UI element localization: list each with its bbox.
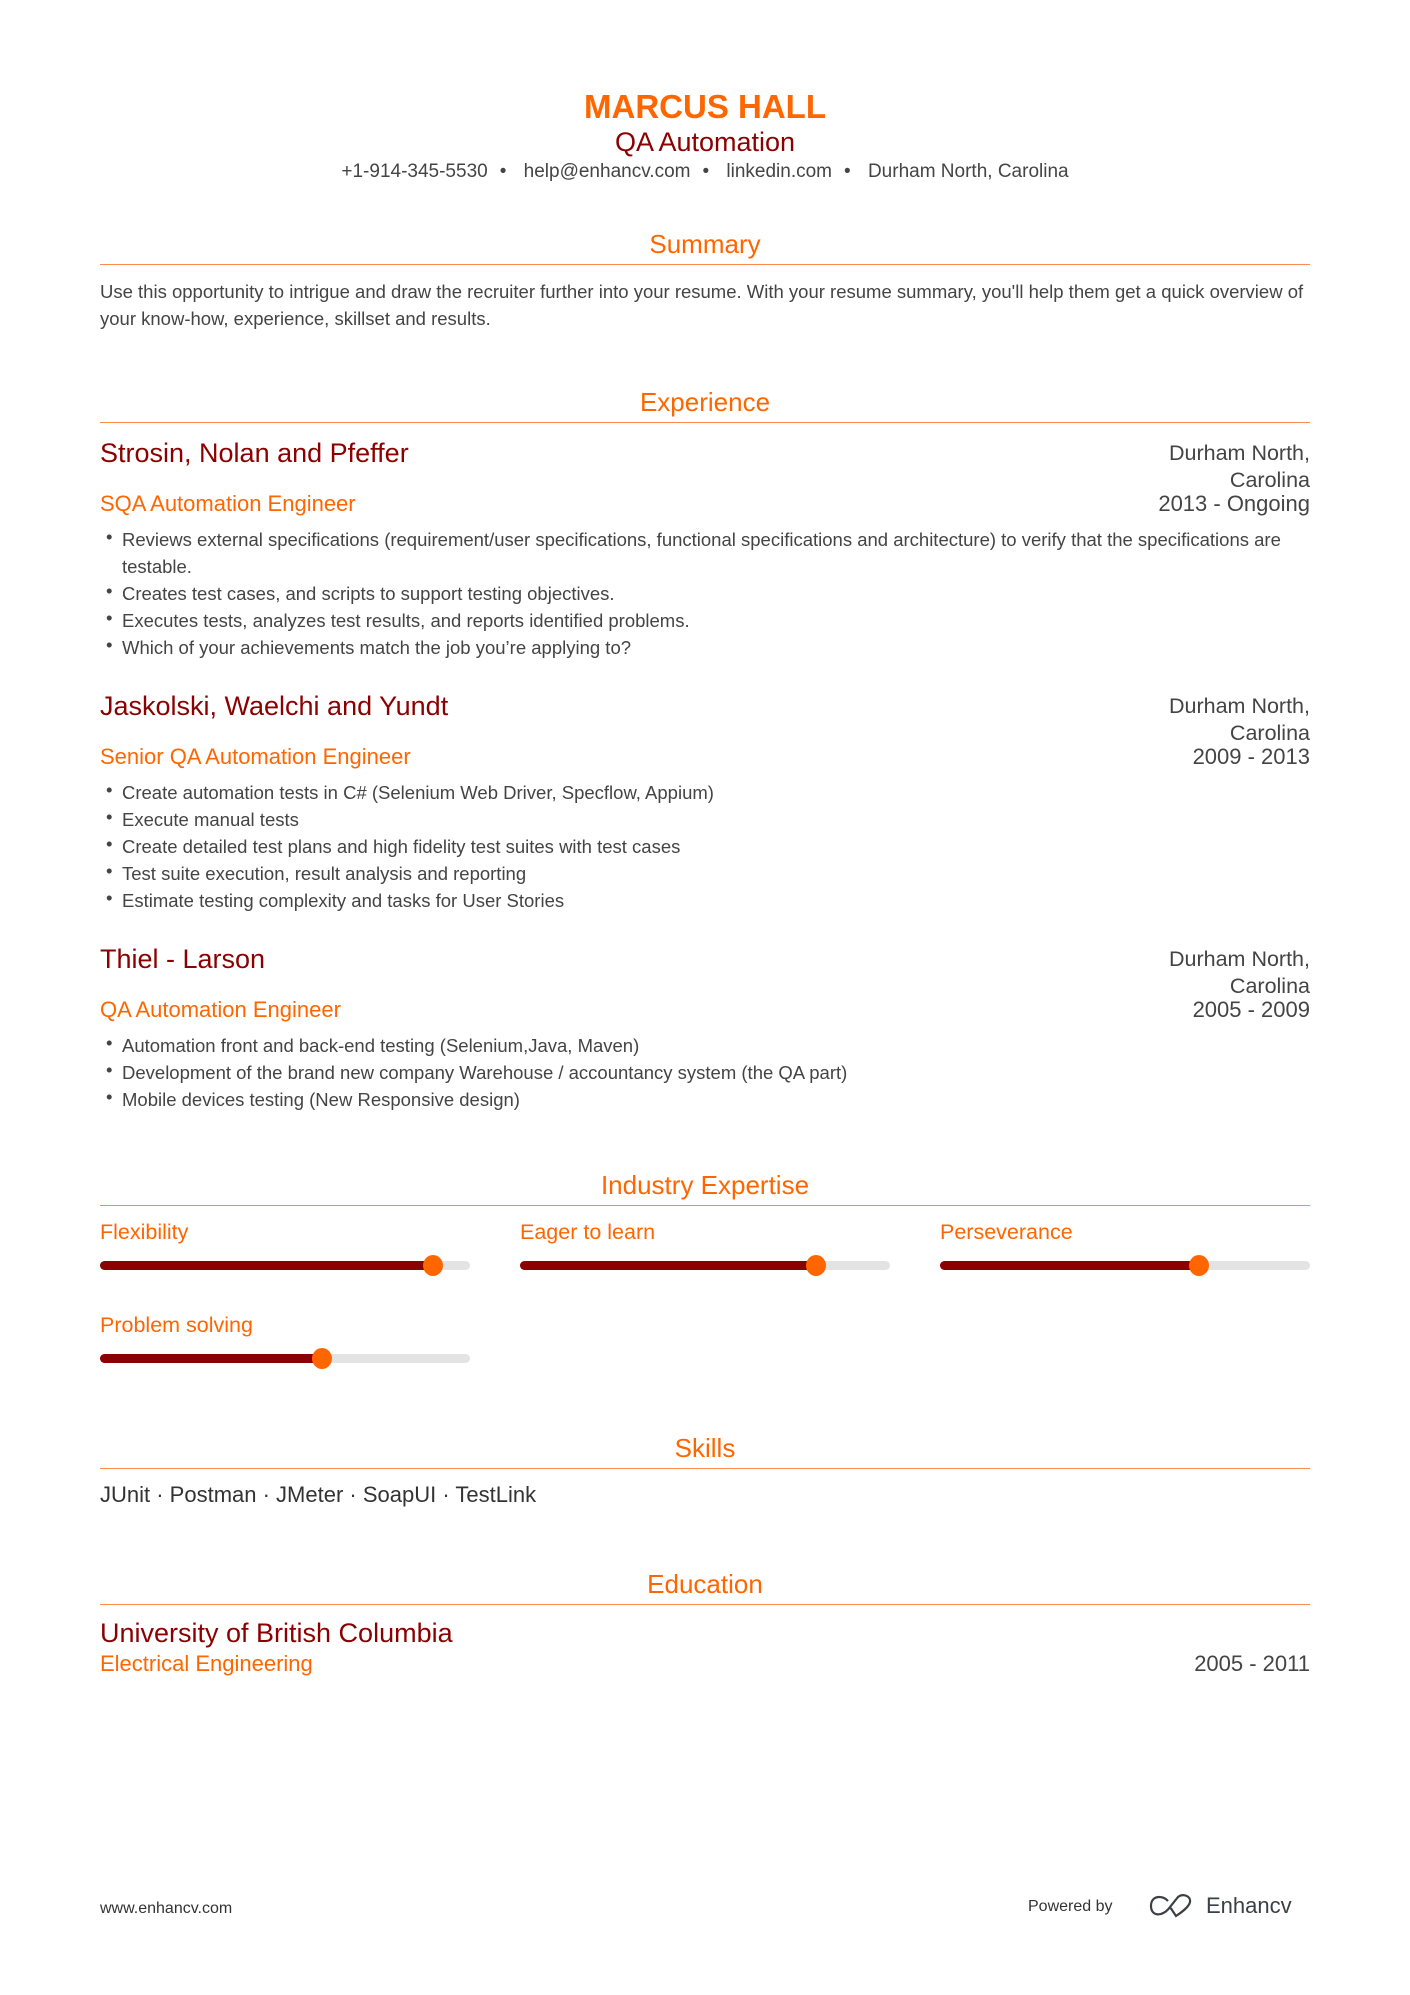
enhancv-logo [1148, 1893, 1292, 1919]
expertise-bar [100, 1354, 470, 1363]
job-dates: 2009 - 2013 [1192, 744, 1310, 769]
summary-section [100, 229, 1310, 332]
skills-section [100, 1433, 1310, 1508]
section-heading: Education [100, 1569, 1310, 1605]
expertise-bar-fill [940, 1261, 1199, 1270]
phone: +1-914-345-5530 [341, 161, 488, 182]
expertise-bar [520, 1261, 890, 1270]
enhancv-logo-icon [1148, 1893, 1194, 1919]
expertise-knob [423, 1255, 443, 1276]
degree: Electrical Engineering [100, 1651, 313, 1676]
expertise-item [940, 1220, 1310, 1245]
bullet: • Development of the brand new company Warehouse / accountancy system (the QA part) [100, 1059, 1310, 1086]
section-heading: Skills [100, 1433, 1310, 1469]
job-bullets [100, 1032, 1310, 1113]
skills-list: JUnit · Postman · JMeter · SoapUI · TestLink [100, 1482, 537, 1507]
linkedin[interactable]: linkedin.com [726, 161, 833, 182]
bullet: • Automation front and back-end testing (Selenium,Java, Maven) [100, 1032, 1310, 1059]
job-entry [100, 944, 1310, 1197]
expertise-section [100, 1170, 1310, 1337]
section-heading: Industry Expertise [100, 1170, 1310, 1206]
expertise-item [520, 1220, 890, 1245]
job-entry [100, 691, 1310, 944]
experience-section [100, 387, 1310, 1197]
education-dates: 2005 - 2011 [1194, 1651, 1310, 1676]
job-role: QA Automation Engineer [100, 997, 341, 1022]
company-name: Thiel - Larson [100, 944, 266, 974]
job-location: Durham North, Carolina [1169, 694, 1310, 745]
school-name: University of British Columbia [100, 1618, 453, 1648]
bullet: • Executes tests, analyzes test results, and reports identified problems. [100, 607, 1310, 634]
company-name: Jaskolski, Waelchi and Yundt [100, 691, 449, 721]
summary-text: Use this opportunity to intrigue and draw the recruiter further into your resume. With your resume summary, you'll help them get a quick overview of your know-how, experience, skillset and results. [100, 281, 1304, 329]
job-dates: 2013 - Ongoing [1158, 491, 1310, 516]
company-name: Strosin, Nolan and Pfeffer [100, 438, 409, 468]
expertise-label: Problem solving [100, 1313, 253, 1337]
expertise-knob [806, 1255, 826, 1276]
location: Durham North, Carolina [867, 161, 1069, 182]
powered-by: Powered by [1028, 1898, 1113, 1915]
job-location: Durham North, Carolina [1169, 947, 1310, 998]
expertise-bar-fill [100, 1261, 433, 1270]
education-section [100, 1569, 1310, 1698]
footer-website[interactable]: www.enhancv.com [100, 1900, 233, 1917]
job-location: Durham North, Carolina [1169, 441, 1310, 492]
bullet: • Which of your achievements match the job you’re applying to? [100, 634, 1310, 661]
expertise-label: Flexibility [100, 1220, 189, 1244]
bullet: • Execute manual tests [100, 806, 1310, 833]
bullet: • Mobile devices testing (New Responsive design) [100, 1086, 1310, 1113]
job-role: SQA Automation Engineer [100, 491, 356, 516]
expertise-label: Eager to learn [520, 1220, 656, 1244]
bullet: • Create automation tests in C# (Selenium Web Driver, Specflow, Appium) [100, 779, 1310, 806]
expertise-item [100, 1220, 470, 1245]
candidate-title: QA Automation [614, 127, 796, 157]
expertise-knob [1189, 1255, 1209, 1276]
bullet: • Estimate testing complexity and tasks for User Stories [100, 887, 1310, 914]
expertise-bar [100, 1261, 470, 1270]
bullet: • Creates test cases, and scripts to support testing objectives. [100, 580, 1310, 607]
job-bullets [100, 526, 1310, 661]
expertise-bar [940, 1261, 1310, 1270]
expertise-item [100, 1313, 470, 1338]
expertise-knob [312, 1348, 332, 1369]
enhancv-brand: Enhancv [1206, 1893, 1292, 1918]
contact-info: +1-914-345-5530 • help@enhancv.com • linkedin.com • Durham North, Carolina [341, 161, 1069, 182]
bullet: • Create detailed test plans and high fidelity test suites with test cases [100, 833, 1310, 860]
bullet: • Reviews external specifications (requirement/user specifications, functional specifications and architecture) to verify that the specifications are testable. [100, 526, 1310, 580]
email[interactable]: help@enhancv.com [523, 161, 691, 182]
expertise-bar-fill [520, 1261, 816, 1270]
candidate-name: MARCUS HALL [584, 88, 826, 125]
job-dates: 2005 - 2009 [1192, 997, 1310, 1022]
section-heading: Experience [100, 387, 1310, 423]
job-role: Senior QA Automation Engineer [100, 744, 411, 769]
expertise-bar-fill [100, 1354, 322, 1363]
section-heading: Summary [100, 229, 1310, 265]
job-bullets [100, 779, 1310, 914]
job-entry [100, 438, 1310, 691]
bullet: • Test suite execution, result analysis and reporting [100, 860, 1310, 887]
expertise-label: Perseverance [940, 1220, 1073, 1244]
